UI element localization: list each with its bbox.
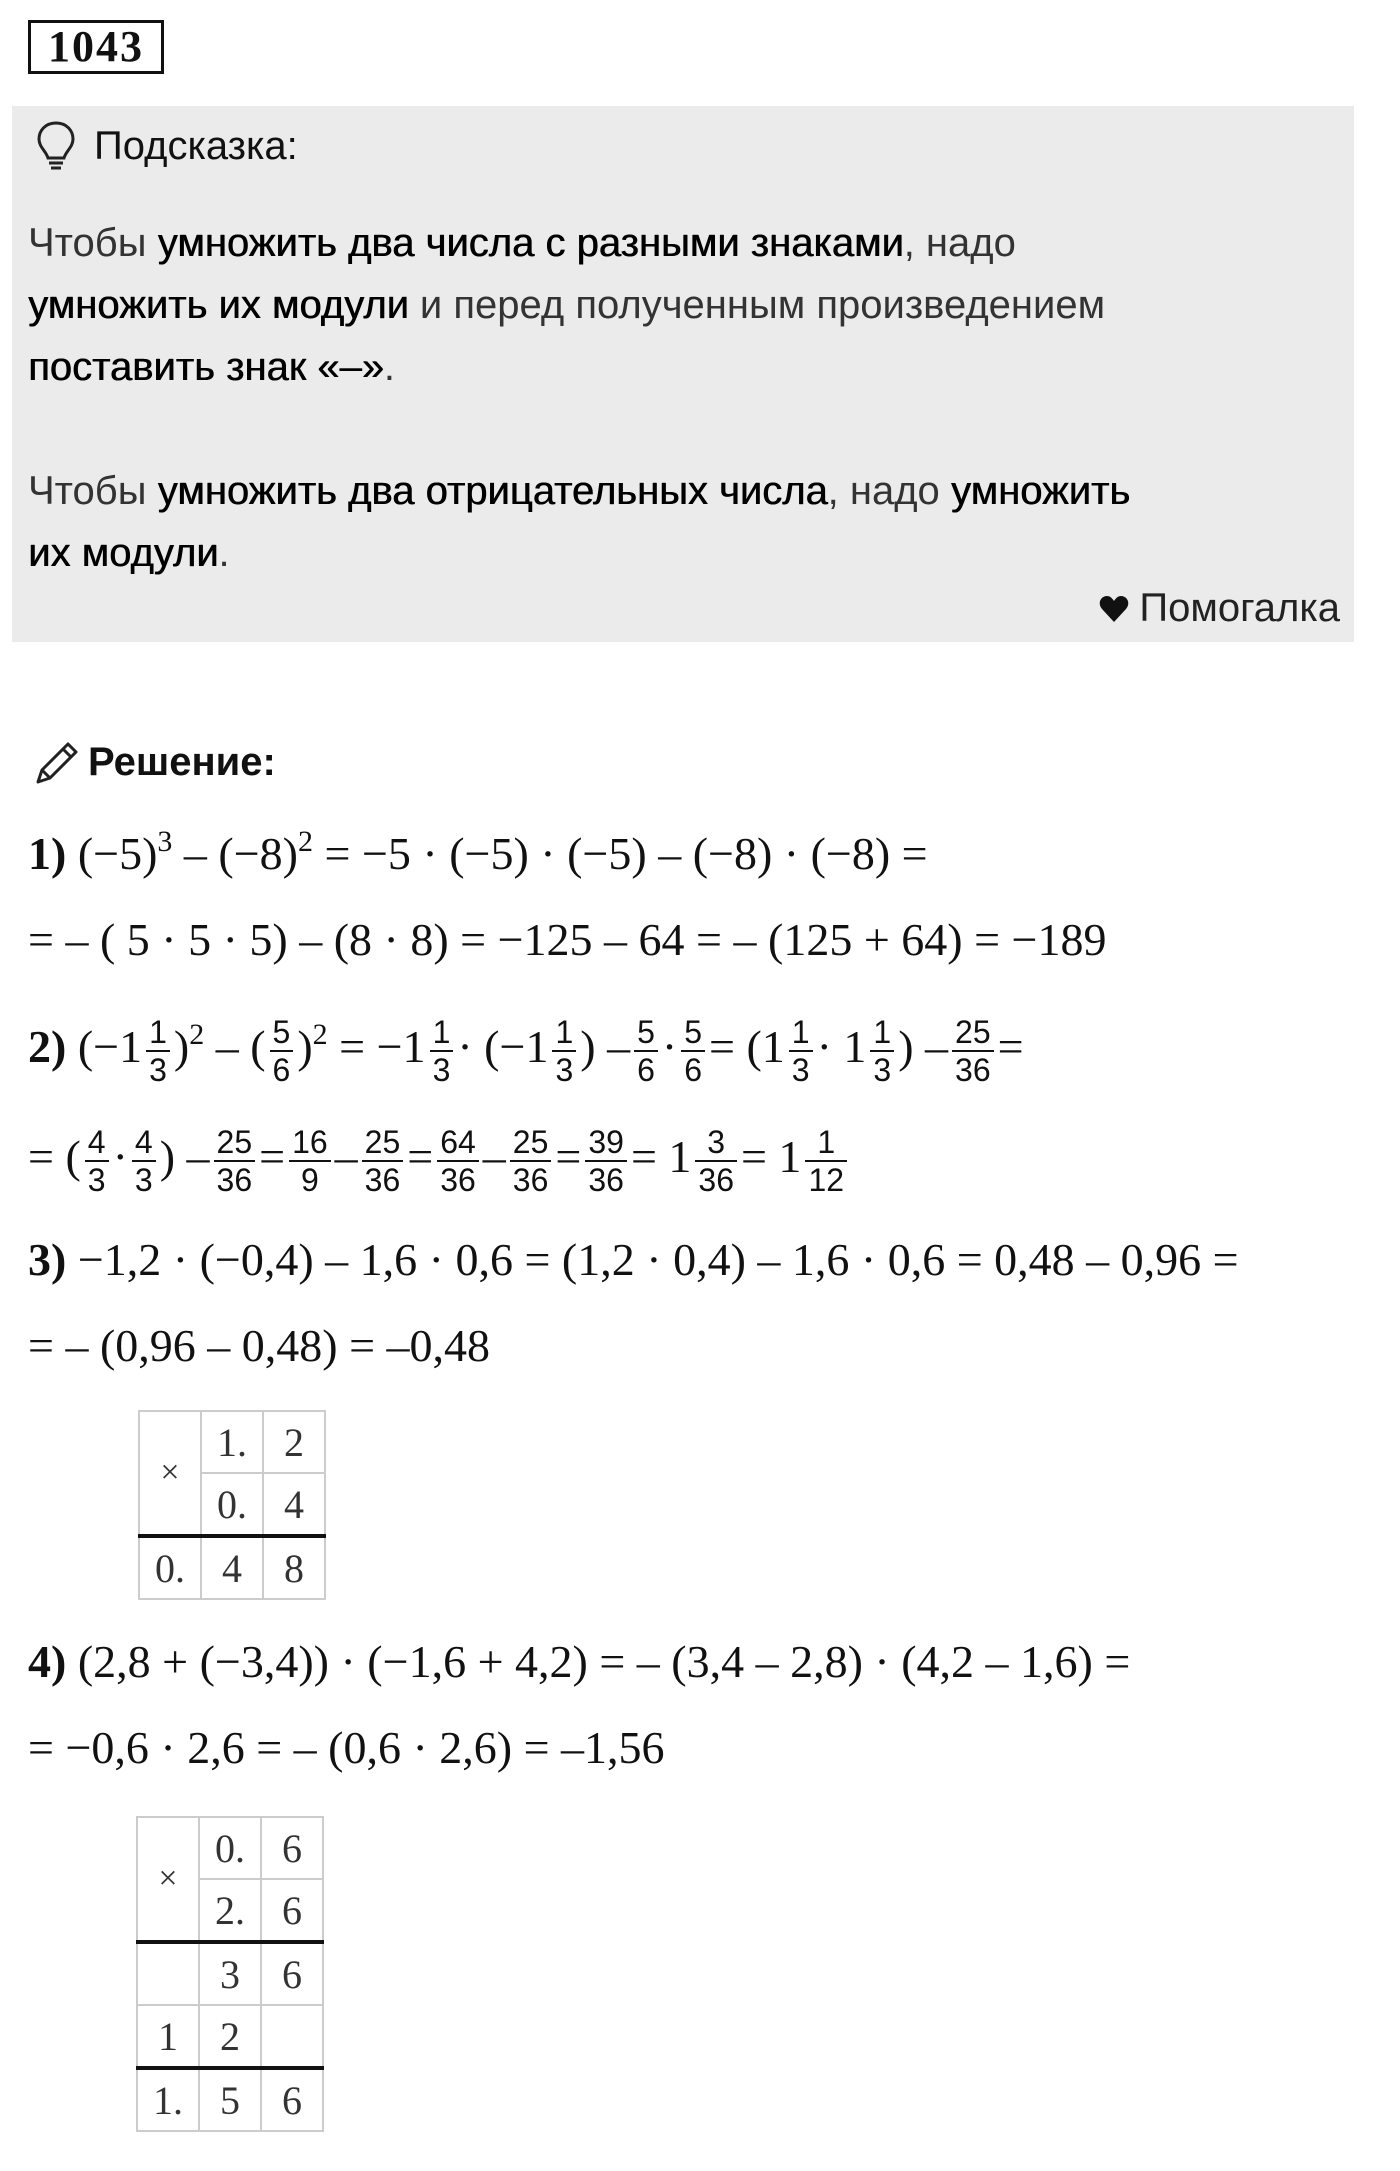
pencil-icon bbox=[32, 738, 82, 788]
hint-title-text: Подсказка: bbox=[94, 124, 298, 168]
digit-cell: 2. bbox=[199, 1879, 261, 1942]
step-4-line-1: 4) (2,8 + (−3,4)) · (−1,6 + 4,2) = – (3,4 – 2,8) · (4,2 – 1,6) = bbox=[28, 1636, 1131, 1687]
digit-cell: 6 bbox=[261, 2068, 323, 2131]
digit-cell: 5 bbox=[199, 2068, 261, 2131]
digit-cell: 0. bbox=[201, 1473, 263, 1536]
step-1-line-2: = – ( 5 · 5 · 5) – (8 · 8) = −125 – 64 = – (125 + 64) = −189 bbox=[28, 914, 1107, 965]
digit-cell: 4 bbox=[201, 1536, 263, 1599]
digit-cell: 3 bbox=[199, 1942, 261, 2005]
digit-cell: 0. bbox=[199, 1817, 261, 1879]
heart-icon bbox=[1099, 595, 1129, 623]
step-1-line-1: 1) $(-5)^3 - (-8)^2 = -5 \cdot (-5) \cdot (-5) - (-8) \cdot (-8)$ = bbox=[28, 825, 928, 879]
lightbulb-icon bbox=[36, 120, 76, 172]
digit-cell: 1. bbox=[201, 1411, 263, 1473]
digit-cell: 1 bbox=[137, 2005, 199, 2068]
column-multiplication-2 bbox=[136, 1816, 324, 2132]
digit-cell: 1. bbox=[137, 2068, 199, 2131]
digit-cell bbox=[137, 1942, 199, 2005]
step-3-line-1: 3) −1,2 · (−0,4) – 1,6 · 0,6 = (1,2 · 0,4) – 1,6 · 0,6 = 0,48 – 0,96 = bbox=[28, 1234, 1239, 1285]
brand-label: Помогалка bbox=[1099, 580, 1340, 636]
times-sign: × bbox=[139, 1411, 201, 1536]
hint-paragraph-1: Чтобы умножить два числа с разными знаками, надо умножить их модули и перед полученным произведением поставить знак «–». bbox=[28, 221, 1106, 389]
hint-paragraph-2: Чтобы умножить два отрицательных числа, надо умножить их модули. bbox=[28, 469, 1131, 575]
column-multiplication-1 bbox=[138, 1410, 326, 1600]
digit-cell: 0. bbox=[139, 1536, 201, 1599]
digit-cell: 6 bbox=[261, 1879, 323, 1942]
step-2-line-1: 2) (−1 $\frac{1}{3}$ )$^2$ – ( $\frac{5}{6}$ )$^2$ = −1 $\frac{1}{3}$ · (−1 $\frac{1}{3}$ ) – $\frac{5}{6}$ · $\frac{5}{6}$ = (1 $\frac{1}{3}$ · 1 $\frac{1}{3}$ ) – $\frac{25}{36}$ = bbox=[28, 1014, 1024, 1089]
task-number: 1043 bbox=[28, 20, 164, 74]
step-3-line-2: = – (0,96 – 0,48) = –0,48 bbox=[28, 1320, 491, 1371]
digit-cell: 8 bbox=[263, 1536, 325, 1599]
digit-cell: 6 bbox=[261, 1942, 323, 2005]
step-2-line-2: = ( $\frac{4}{3}$ · $\frac{4}{3}$ ) – $\frac{25}{36}$ = $\frac{16}{9}$ – $\frac{25}{36}$ = $\frac{64}{36}$ – $\frac{25}{36}$ = $\frac{39}{36}$ = 1 $\frac{3}{36}$ = 1 $\frac{1}{12}$ bbox=[28, 1112, 851, 1202]
digit-cell: 6 bbox=[261, 1817, 323, 1879]
times-sign: × bbox=[137, 1817, 199, 1942]
digit-cell: 2 bbox=[199, 2005, 261, 2068]
step-4-line-2: = −0,6 · 2,6 = – (0,6 · 2,6) = –1,56 bbox=[28, 1722, 665, 1773]
digit-cell bbox=[261, 2005, 323, 2068]
digit-cell: 2 bbox=[263, 1411, 325, 1473]
digit-cell: 4 bbox=[263, 1473, 325, 1536]
